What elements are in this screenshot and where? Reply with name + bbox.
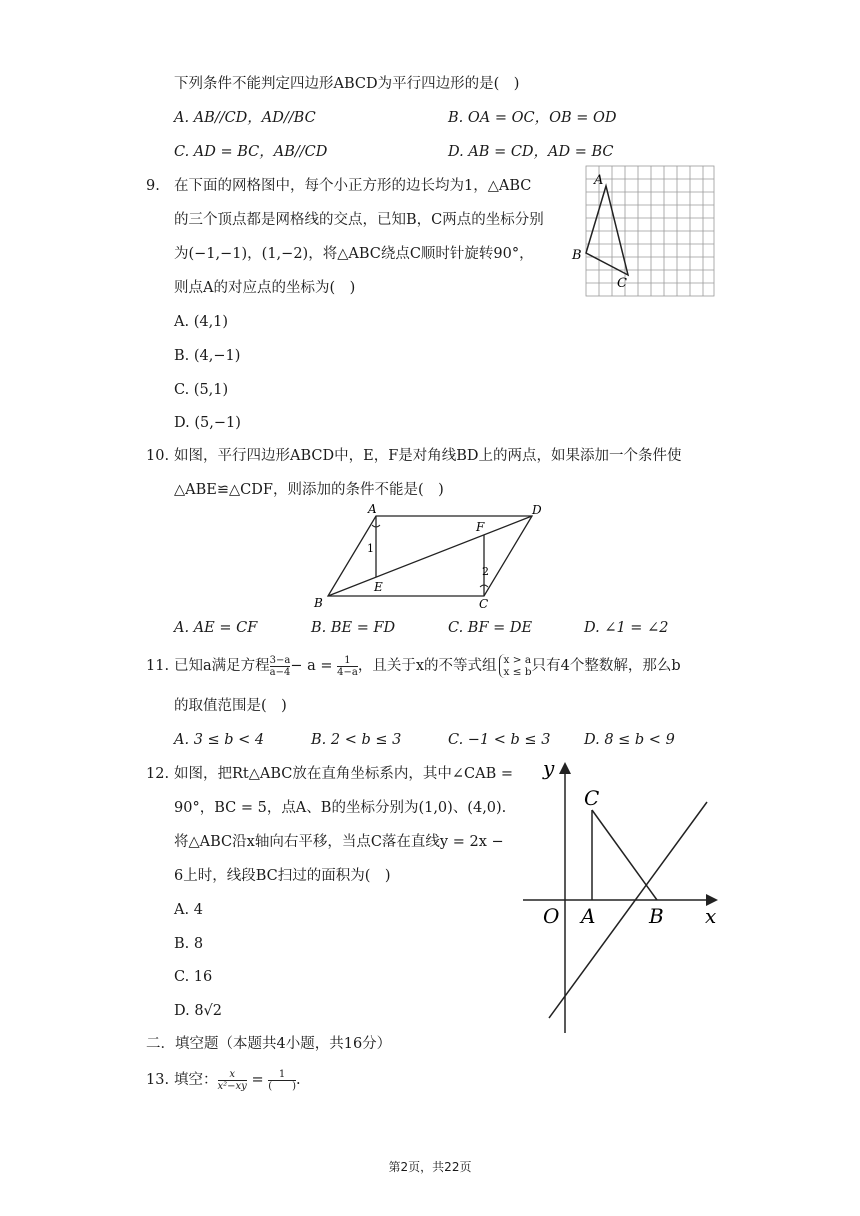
q8-option-c: C. AD = BC，AB//CD: [174, 144, 328, 160]
q11-mid2: ，且关于x的不等式组: [357, 658, 497, 674]
q10-angle-2: 2: [482, 565, 489, 578]
q10-option-a: A. AE = CF: [174, 620, 258, 636]
q8-option-a: A. AB//CD，AD//BC: [174, 110, 316, 126]
q10-label-e: E: [374, 580, 383, 594]
q8-option-b: B. OA = OC，OB = OD: [448, 110, 617, 126]
q10-line-1: 如图，平行四边形ABCD中，E，F是对角线BD上的两点，如果添加一个条件使: [174, 448, 682, 464]
q11-post: 只有4个整数解，那么b: [531, 658, 681, 674]
q10-angle-1: 1: [367, 542, 374, 555]
q12-label-y: y: [543, 756, 555, 780]
q9-label-b: B: [572, 248, 582, 263]
q9-grid-figure: [568, 164, 718, 300]
q10-label-c: C: [479, 597, 489, 611]
q11-number: 11.: [146, 658, 170, 674]
q9-line-1: 在下面的网格图中，每个小正方形的边长均为1，△ABC: [174, 178, 532, 194]
q9-option-d: D. (5,−1): [174, 415, 241, 431]
q12-option-a: A. 4: [174, 902, 203, 918]
q12-line-2: 90°，BC = 5，点A、B的坐标分别为(1,0)、(4,0).: [174, 800, 507, 816]
q12-label-a: A: [581, 904, 596, 928]
q11-option-b: B. 2 < b ≤ 3: [311, 732, 402, 748]
q10-diagonal-bd: [328, 516, 532, 596]
q13-equals: =: [251, 1072, 264, 1088]
q12-line-y-2x-6: [549, 802, 707, 1018]
q11-inequality-system: x > a x ≤ b: [499, 654, 532, 678]
q12-coordinate-figure: [515, 755, 730, 1040]
q12-label-c: C: [584, 786, 600, 810]
q12-option-d: D. 8√2: [174, 1003, 223, 1019]
q10-option-c: C. BF = DE: [448, 620, 533, 636]
q13-fraction-right: $\frac{1}{( )}$: [268, 1068, 297, 1092]
q8-option-d: D. AB = CD，AD = BC: [448, 144, 614, 160]
q13-pre: 填空：: [174, 1072, 218, 1088]
q8-stem: 下列条件不能判定四边形ABCD为平行四边形的是( ): [174, 76, 520, 92]
q9-option-c: C. (5,1): [174, 382, 229, 398]
q12-line-3: 将△ABC沿x轴向右平移，当点C落在直线y = 2x −: [174, 834, 504, 850]
q9-line-4: 则点A的对应点的坐标为( ): [174, 280, 356, 296]
q11-mid: − a =: [290, 658, 333, 674]
q12-line-1: 如图，把Rt△ABC放在直角坐标系内，其中∠CAB =: [174, 766, 514, 782]
q12-option-b: B. 8: [174, 936, 204, 952]
q9-line-2: 的三个顶点都是网格线的交点，已知B，C两点的坐标分别: [174, 212, 544, 228]
q9-number: 9.: [146, 178, 160, 194]
q10-label-b: B: [314, 596, 323, 610]
q12-number: 12.: [146, 766, 170, 782]
q9-line-3: 为(−1,−1)，(1,−2)，将△ABC绕点C顺时针旋转90°，: [174, 246, 534, 262]
q12-label-b: B: [649, 904, 664, 928]
q9-option-b: B. (4,−1): [174, 348, 241, 364]
q13-post: .: [296, 1072, 301, 1088]
q11-fraction-1: $\frac{3-a}{a-4}$: [269, 654, 291, 678]
q11-line-1: [174, 648, 681, 684]
q9-option-a: A. (4,1): [174, 314, 229, 330]
q13-line: [174, 1062, 301, 1098]
q12-line-4: 6上时，线段BC扫过的面积为( ): [174, 868, 391, 884]
page-footer: 第2页，共22页: [388, 1160, 472, 1174]
q11-fraction-2: $\frac{1}{4-a}$: [337, 654, 358, 678]
q12-label-x: x: [705, 904, 717, 928]
q10-label-a: A: [368, 502, 377, 516]
q12-label-o: O: [543, 904, 560, 928]
q10-label-d: D: [532, 503, 542, 517]
q10-line-2: △ABE≌△CDF，则添加的条件不能是( ): [174, 482, 444, 498]
q13-fraction-left: $\frac{x}{\text{x²−xy}}$: [217, 1068, 247, 1092]
q9-label-c: C: [617, 276, 627, 291]
q10-option-b: B. BE = FD: [311, 620, 396, 636]
q10-label-f: F: [476, 520, 485, 534]
q11-option-c: C. −1 < b ≤ 3: [448, 732, 551, 748]
q11-line-2: 的取值范围是( ): [174, 698, 287, 714]
q10-parallelogram-figure: [310, 500, 555, 612]
q11-option-d: D. 8 ≤ b < 9: [584, 732, 675, 748]
q9-triangle: [586, 186, 628, 275]
q10-option-d: D. ∠1 = ∠2: [584, 620, 669, 636]
q13-number: 13.: [146, 1072, 170, 1088]
q11-pre: 已知a满足方程: [174, 658, 270, 674]
q10-number: 10.: [146, 448, 170, 464]
q12-option-c: C. 16: [174, 969, 213, 985]
q12-segment-cb: [592, 810, 657, 900]
q11-option-a: A. 3 ≤ b < 4: [174, 732, 265, 748]
q9-label-a: A: [594, 173, 604, 188]
section-2-heading: 二．填空题（本题共4小题，共16分）: [146, 1036, 392, 1052]
